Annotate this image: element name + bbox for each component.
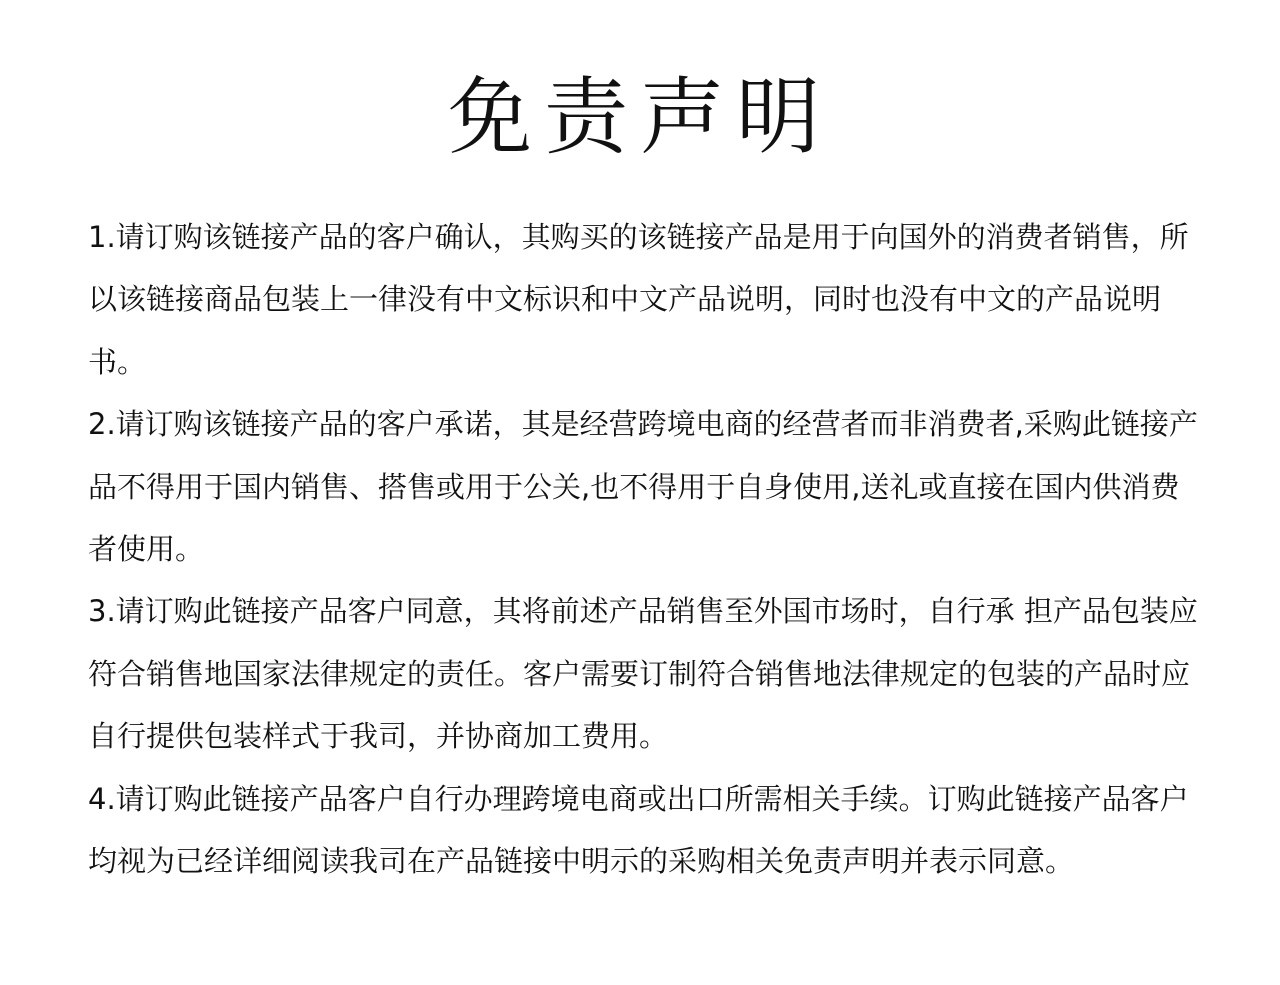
disclaimer-paragraph-1: 1.请订购该链接产品的客户确认，其购买的该链接产品是用于向国外的消费者销售，所以该链接商品包装上一律没有中文标识和中文产品说明，同时也没有中文的产品说明书。 xyxy=(88,220,1189,379)
disclaimer-body xyxy=(88,206,1208,892)
page-title: 免责声明 xyxy=(447,68,832,166)
disclaimer-paragraph-3: 3.请订购此链接产品客户同意，其将前述产品销售至外国市场时，自行承 担产品包装应符合销售地国家法律规定的责任。客户需要订制符合销售地法律规定的包装的产品时应自行提供包装样式于我司，并协商加工费用。 xyxy=(88,594,1198,754)
disclaimer-paragraph-2: 2.请订购该链接产品的客户承诺，其是经营跨境电商的经营者而非消费者,采购此链接产品不得用于国内销售、搭售或用于公关,也不得用于自身使用,送礼或直接在国内供消费者使用。 xyxy=(88,407,1198,567)
disclaimer-paragraph-4: 4.请订购此链接产品客户自行办理跨境电商或出口所需相关手续。订购此链接产品客户均视为已经详细阅读我司在产品链接中明示的采购相关免责声明并表示同意。 xyxy=(88,781,1189,879)
